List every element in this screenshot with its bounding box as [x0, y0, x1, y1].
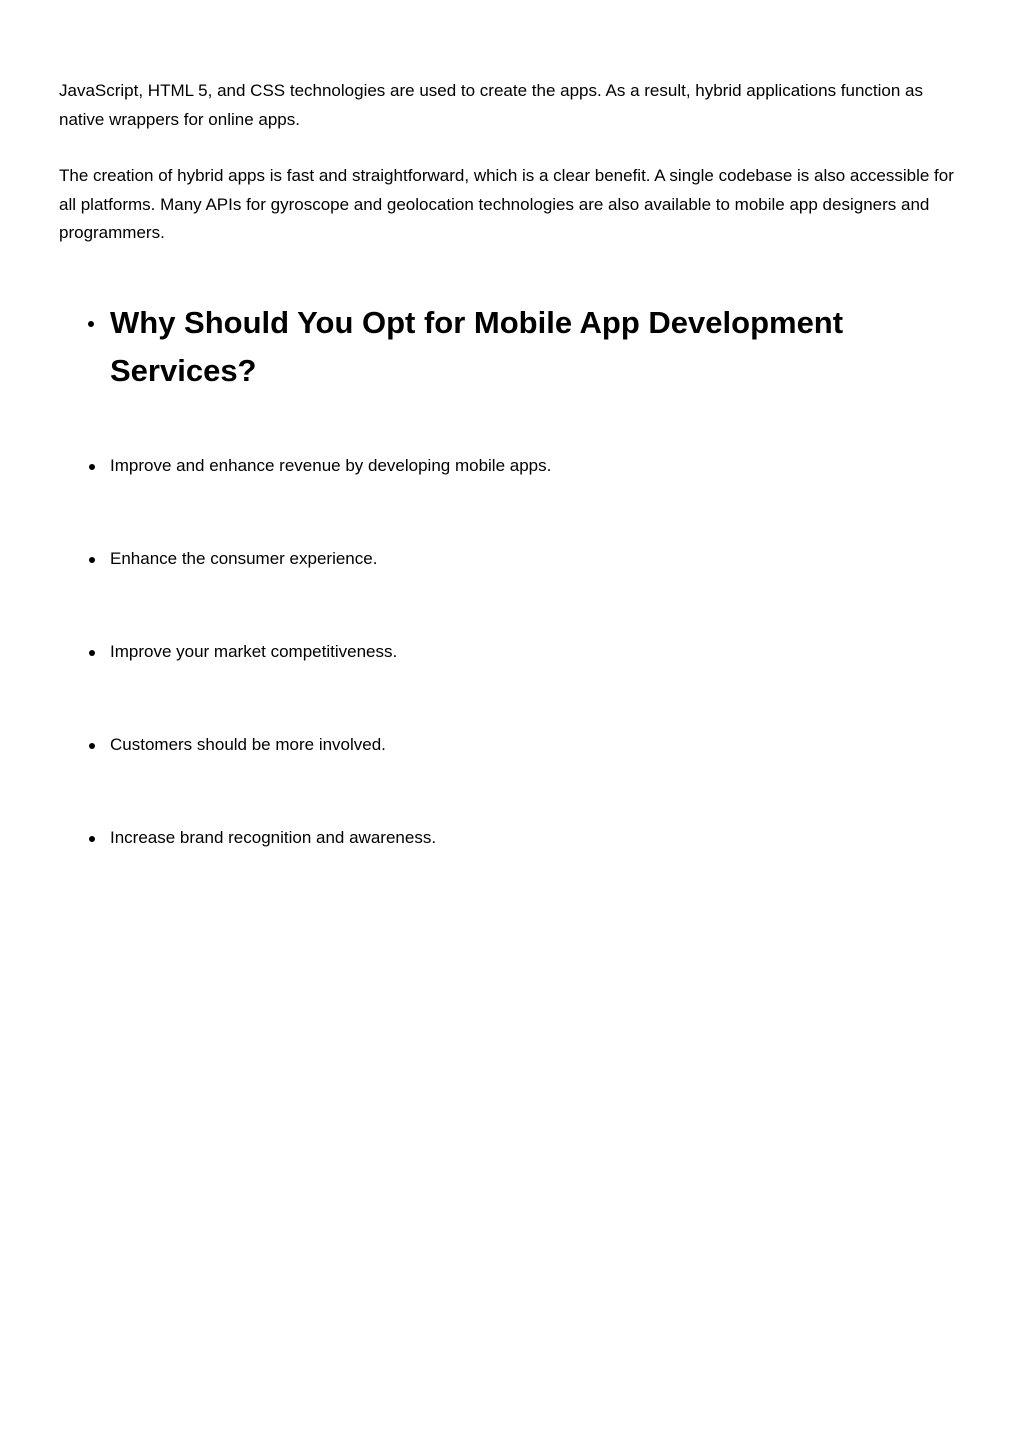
list-item-text: Customers should be more involved.: [110, 734, 386, 754]
document-page: [59, 77, 959, 919]
benefits-list: [59, 454, 959, 850]
list-item: [110, 733, 959, 757]
bullet-icon: [88, 321, 94, 327]
bullet-icon: [89, 464, 95, 470]
section-heading-text: Why Should You Opt for Mobile App Development Services?: [110, 304, 844, 388]
section-heading: [110, 299, 870, 395]
heading-list: [59, 299, 959, 395]
paragraph-hybrid-benefits: The creation of hybrid apps is fast and straightforward, which is a clear benefit. A single codebase is also accessible for all platforms. Many APIs for gyroscope and geolocation technologies are also available to mobile app designers and programmers.: [59, 166, 954, 242]
paragraph-hybrid-tech: JavaScript, HTML 5, and CSS technologies are used to create the apps. As a result, hybrid applications function as native wrappers for online apps.: [59, 81, 924, 129]
list-item: [110, 640, 959, 664]
bullet-icon: [89, 650, 95, 656]
list-item-text: Increase brand recognition and awareness.: [110, 827, 437, 847]
list-item: [110, 826, 959, 850]
list-item: [110, 454, 959, 478]
list-item-text: Enhance the consumer experience.: [110, 548, 378, 568]
list-item: [110, 547, 959, 571]
list-item-text: Improve your market competitiveness.: [110, 641, 398, 661]
bullet-icon: [89, 557, 95, 563]
bullet-icon: [89, 836, 95, 842]
list-item-text: Improve and enhance revenue by developing mobile apps.: [110, 455, 552, 475]
bullet-icon: [89, 743, 95, 749]
